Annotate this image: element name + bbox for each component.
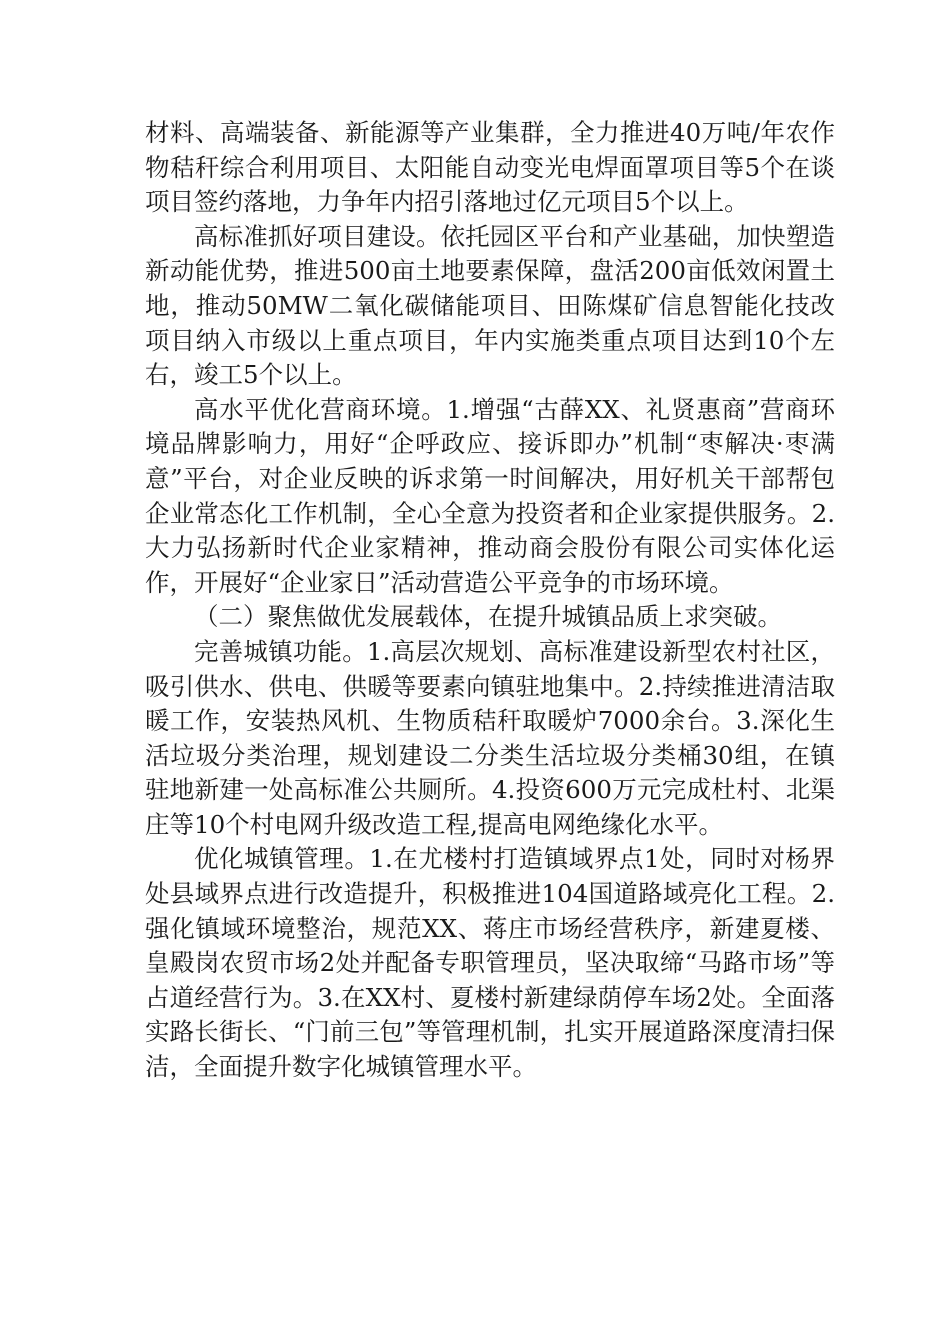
paragraph-town-functions: 完善城镇功能。1.高层次规划、高标准建设新型农村社区，吸引供水、供电、供暖等要素向镇驻地集中。2.持续推进清洁取暖工作，安装热风机、生物质秸秆取暖炉7000余台。3.深化生活垃圾分类治理，规划建设二分类生活垃圾分类桶30组，在镇驻地新建一处高标准公共厕所。4.投资600万元完成杜村、北渠庄等10个村电网升级改造工程,提高电网绝缘化水平。: [145, 636, 835, 839]
paragraph-project-construction: 高标准抓好项目建设。依托园区平台和产业基础，加快塑造新动能优势，推进500亩土地要素保障，盘活200亩低效闲置土地，推动50MW二氧化碳储能项目、田陈煤矿信息智能化技改项目纳入市级以上重点项目，年内实施类重点项目达到10个左右，竣工5个以上。: [145, 221, 835, 390]
section-heading-development-carriers: （二）聚焦做优发展载体，在提升城镇品质上求突破。: [194, 602, 782, 632]
document-page: [145, 116, 835, 1085]
paragraph-business-environment: 高水平优化营商环境。1.增强“古薛XX、礼贤惠商”营商环境品牌影响力，用好“企呼政应、接诉即办”机制“枣解决·枣满意”平台，对企业反映的诉求第一时间解决，用好机关干部帮包企业常态化工作机制，全心全意为投资者和企业家提供服务。2.大力弘扬新时代企业家精神，推动商会股份有限公司实体化运作，开展好“企业家日”活动营造公平竞争的市场环境。: [145, 394, 835, 597]
paragraph-town-management: 优化城镇管理。1.在尤楼村打造镇域界点1处，同时对杨界处县域界点进行改造提升，积极推进104国道路域亮化工程。2.强化镇域环境整治，规范XX、蒋庄市场经营秩序，新建夏楼、皇殿岗农贸市场2处并配备专职管理员，坚决取缔“马路市场”等占道经营行为。3.在XX村、夏楼村新建绿荫停车场2处。全面落实路长街长、“门前三包”等管理机制，扎实开展道路深度清扫保洁，全面提升数字化城镇管理水平。: [145, 844, 835, 1082]
paragraph-industry-clusters: 材料、高端装备、新能源等产业集群，全力推进40万吨/年农作物秸秆综合利用项目、太阳能自动变光电焊面罩项目等5个在谈项目签约落地，力争年内招引落地过亿元项目5个以上。: [145, 118, 835, 217]
